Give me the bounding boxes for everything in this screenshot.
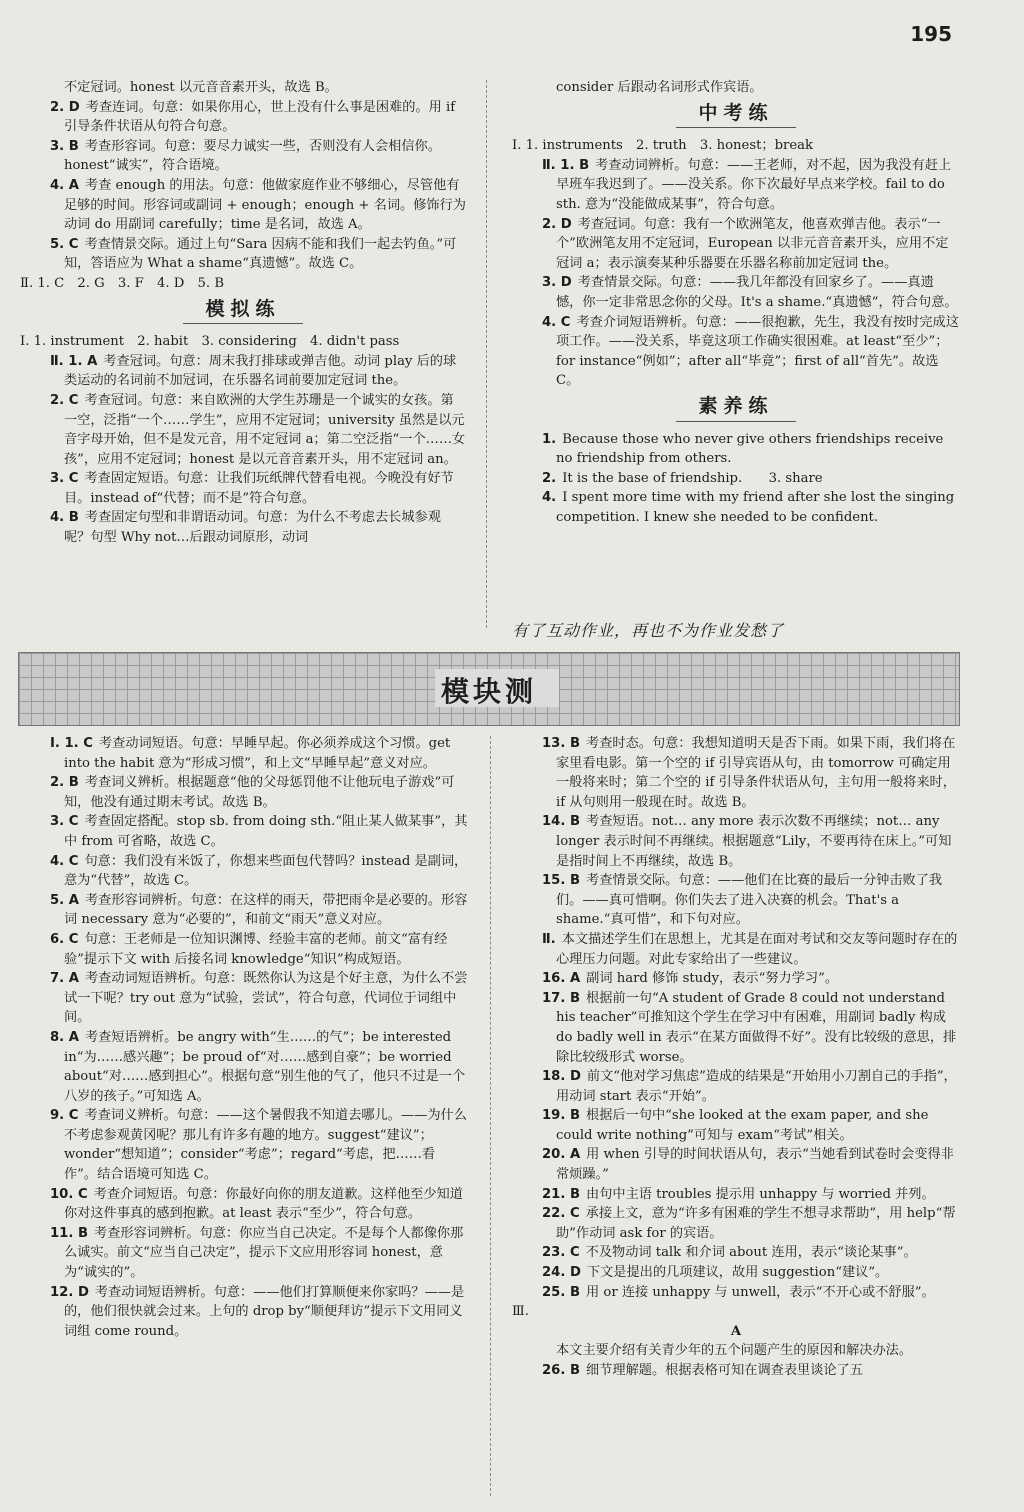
answer-key: 1. <box>542 431 557 447</box>
right-column-bottom <box>512 734 960 1381</box>
answer-item <box>20 1028 468 1106</box>
answer-item <box>512 989 960 1067</box>
answer-item <box>512 156 960 215</box>
answer-text: 考查动词短语辨析。句意：——他们打算顺便来你家吗？——是的，他们很快就会过来。上句的 drop by“顺便拜访”提示下文用同义词组 come round。 <box>64 1284 465 1339</box>
answer-item <box>20 508 466 547</box>
answer-item <box>20 1185 468 1224</box>
answer-item <box>512 734 960 812</box>
answer-key: 11. B <box>50 1225 89 1241</box>
answer-item <box>512 430 960 469</box>
answer-text: 前文“他对学习焦虑”造成的结果是“开始用小刀割自己的手指”，用动词 start 表示“开始”。 <box>556 1069 957 1104</box>
answer-key: 5. A <box>50 892 79 908</box>
answer-item <box>512 1243 960 1263</box>
answer-item <box>512 969 960 989</box>
answer-text: 考查词义辨析。句意：——这个暑假我不知道去哪儿。——为什么不考虑参观黄冈呢？那儿有许多有趣的地方。suggest“建议”；wonder“想知道”；consider“考虑”；regard“考虑，把……看作”。结合语境可知选 C。 <box>64 1108 467 1183</box>
left-column-top <box>20 78 466 548</box>
answer-item <box>20 78 466 98</box>
answer-item <box>512 930 960 969</box>
answer-text: 考查动词短语辨析。句意：既然你认为这是个好主意，为什么不尝试一下呢？try out 意为“试验，尝试”，符合句意，代词位于词组中间。 <box>64 971 468 1026</box>
answer-key: 4. C <box>50 853 79 869</box>
answer-key: 3. C <box>50 471 79 487</box>
answer-text: 考查形容词。句意：要尽力诚实一些，否则没有人会相信你。honest“诚实”，符合语境。 <box>64 138 441 174</box>
answer-key: 26. B <box>542 1363 581 1378</box>
answer-item <box>512 78 960 98</box>
answer-item <box>512 812 960 871</box>
answer-key: 8. A <box>50 1029 79 1045</box>
answer-text: 考查形容词辨析。句意：在这样的雨天，带把雨伞是必要的。形容词 necessary 意为“必要的”，和前文“雨天”意义对应。 <box>64 892 468 928</box>
answer-item <box>512 136 960 156</box>
answer-key: 5. C <box>50 236 79 252</box>
answer-item <box>20 469 466 508</box>
answer-key: 14. B <box>542 814 581 830</box>
answer-text: 考查 enough 的用法。句意：他做家庭作业不够细心，尽管他有足够的时间。形容词或副词 + enough；enough + 名词。修饰行为动词 do 用副词 carefully；time 是名词，故选 A。 <box>64 177 466 233</box>
answer-text: 根据后一句中“she looked at the exam paper, and she could write nothing”可知与 exam“考试”相关。 <box>556 1108 929 1143</box>
answer-item <box>20 1106 468 1184</box>
answer-key: 2. B <box>50 775 79 791</box>
answer-key: Ⅱ. 1. A <box>50 353 98 369</box>
answer-item <box>512 1361 960 1381</box>
column-divider <box>486 80 487 628</box>
answer-text: 考查形容词辨析。句意：你应当自己决定。不是每个人都像你那么诚实。前文“应当自己决定”，提示下文应用形容词 honest，意为“诚实的”。 <box>64 1225 464 1281</box>
answer-text: 考查情景交际。句意：——我几年都没有回家乡了。——真遗憾，你一定非常思念你的父母。It's a shame.“真遗憾”，符合句意。 <box>556 275 958 310</box>
answer-text: 句意：王老师是一位知识渊博、经验丰富的老师。前文“富有经验”提示下文 with 后接名词 knowledge“知识”构成短语。 <box>64 931 448 967</box>
answer-key: 4. A <box>50 177 79 193</box>
answer-text: 考查动词短语。句意：早睡早起。你必须养成这个习惯。get into the habit 意为“形成习惯”，和上文“早睡早起”意义对应。 <box>64 736 451 771</box>
answer-key: 6. C <box>50 931 79 947</box>
answer-text: Ⅰ. 1. instrument 2. habit 3. considering 4. didn't pass <box>20 334 400 350</box>
answer-text: 本文描述学生们在思想上，尤其是在面对考试和交友等问题时存在的心理压力问题。对此专家给出了一些建议。 <box>556 931 958 967</box>
answer-text: consider 后跟动名词形式作宾语。 <box>556 80 763 95</box>
answer-key: 2. D <box>50 99 80 115</box>
module-test-banner <box>18 652 960 726</box>
answer-text: 考查动词辨析。句意：——王老师，对不起，因为我没有赶上早班车我迟到了。——没关系。你下次最好早点来学校。fail to do sth. 意为“没能做成某事”，符合句意。 <box>556 157 952 212</box>
answer-item <box>512 1263 960 1283</box>
answer-item <box>20 734 468 773</box>
answer-key: 4. C <box>542 314 571 330</box>
answer-item <box>512 1341 960 1361</box>
answer-item <box>512 871 960 930</box>
answer-item <box>20 98 466 137</box>
answer-item <box>512 1067 960 1106</box>
answer-item <box>20 391 466 469</box>
answer-key: 7. A <box>50 971 79 987</box>
answer-key: 15. B <box>542 873 581 889</box>
answer-key: 22. C <box>542 1206 580 1222</box>
answer-key: 4. B <box>50 510 79 526</box>
answer-text: 考查介词短语辨析。句意：——很抱歉，先生，我没有按时完成这项工作。——没关系，毕竟这项工作确实很困难。at least“至少”；for instance“例如”；after all“毕竟”；first of all“首先”。故选 C。 <box>556 314 959 389</box>
answer-key: 12. D <box>50 1284 89 1300</box>
answer-key: 3. B <box>50 138 79 154</box>
answer-text: 考查固定短语。句意：让我们玩纸牌代替看电视。今晚没有好节目。instead of“代替；而不是”符合句意。 <box>64 471 454 506</box>
handwritten-note: 有了互动作业，再也不为作业发愁了 <box>512 621 785 640</box>
answer-key: 3. C <box>50 814 79 830</box>
right-column-top <box>512 78 960 527</box>
answer-text: 考查介词短语。句意：你最好向你的朋友道歉。这样他至少知道你对这件事真的感到抱歉。at least 表示“至少”，符合句意。 <box>64 1186 463 1222</box>
answer-item <box>20 352 466 391</box>
answer-key: 23. C <box>542 1245 580 1261</box>
answer-item <box>512 1322 960 1342</box>
answer-text: 根据前一句“A student of Grade 8 could not understand his teacher”可推知这个学生在学习中有困难，用副词 badly 构成 do badly well in 表示“在某方面做得不好”。没有比较级的意思，排除比较级形式 worse。 <box>556 990 957 1065</box>
answer-item <box>512 1204 960 1243</box>
answer-text: Ⅱ. 1. C 2. G 3. F 4. D 5. B <box>20 275 225 291</box>
answer-item <box>20 773 468 812</box>
answer-text: 不定冠词。honest 以元音音素开头，故选 B。 <box>64 80 338 95</box>
answer-item <box>512 1145 960 1184</box>
answer-key: 21. B <box>542 1186 581 1202</box>
answer-text: Ⅰ. 1. instruments 2. truth 3. honest；break <box>512 138 814 154</box>
page-number: 195 <box>910 22 952 46</box>
answer-item <box>20 235 466 274</box>
answer-item <box>512 488 960 527</box>
answer-text: 本文主要介绍有关青少年的五个问题产生的原因和解决办法。 <box>556 1343 913 1359</box>
answer-key: 16. A <box>542 971 581 987</box>
answer-key: 19. B <box>542 1108 581 1124</box>
answer-text: 副词 hard 修饰 study，表示“努力学习”。 <box>586 971 839 987</box>
column-divider-lower <box>490 736 491 1496</box>
section-title-moni: 模拟练 <box>20 300 466 325</box>
answer-text: 由句中主语 troubles 提示用 unhappy 与 worried 并列。 <box>586 1186 935 1202</box>
answer-text: It is the base of friendship. 3. share <box>562 470 823 486</box>
left-column-bottom <box>20 734 468 1341</box>
answer-key: Ⅱ. <box>542 931 556 947</box>
answer-text: 考查短语。not… any more 表示次数不再继续；not… any longer 表示时间不再继续。根据题意“Lily，不要再待在床上。”可知是指时间上不再继续，故选 B。 <box>556 814 952 869</box>
answer-text: 考查连词。句意：如果你用心，世上没有什么事是困难的。用 if 引导条件状语从句符合句意。 <box>64 99 456 135</box>
answer-key: 10. C <box>50 1186 88 1202</box>
answer-text: 考查情景交际。通过上句“Sara 因病不能和我们一起去钓鱼。”可知，答语应为 What a shame“真遗憾”。故选 C。 <box>64 236 457 272</box>
answer-key: 9. C <box>50 1108 79 1124</box>
answer-item <box>512 215 960 274</box>
answer-key: 4. <box>542 490 557 506</box>
answer-key: 3. D <box>542 275 572 291</box>
answer-item <box>512 1185 960 1205</box>
answer-key: Ⅰ. 1. C <box>50 736 93 751</box>
answer-text: 不及物动词 talk 和介词 about 连用，表示“谈论某事”。 <box>585 1245 917 1261</box>
answer-item <box>20 969 468 1028</box>
answer-item <box>20 137 466 176</box>
answer-text: 考查短语辨析。be angry with“生……的气”；be interested in“为……感兴趣”；be proud of“对……感到自豪”；be worried about“对……感到担心”。根据句意“别生他的气了，他只不过是一个八岁的孩子。”可知选 A。 <box>64 1029 466 1104</box>
answer-key: 18. D <box>542 1069 581 1085</box>
answer-text: 考查固定搭配。stop sb. from doing sth.“阻止某人做某事”，其中 from 可省略，故选 C。 <box>64 814 468 849</box>
answer-text: 考查时态。句意：我想知道明天是否下雨。如果下雨，我们将在家里看电影。第一个空的 if 引导宾语从句，由 tomorrow 可确定用一般将来时；第二个空的 if 引导条件状语从句，主句用一般将来时，if 从句则用一般现在时。故选 B。 <box>556 736 956 810</box>
answer-item <box>512 1283 960 1303</box>
section-title-zhongkao: 中考练 <box>512 104 960 129</box>
answer-item <box>20 930 468 969</box>
answer-item <box>512 1302 960 1322</box>
answer-text: A <box>730 1323 742 1339</box>
answer-text: 承接上文，意为“许多有困难的学生不想寻求帮助”，用 help“帮助”作动词 ask for 的宾语。 <box>556 1206 956 1241</box>
answer-text: 考查情景交际。句意：——他们在比赛的最后一分钟击败了我们。——真可惜啊。你们失去了进入决赛的机会。That's a shame.“真可惜”，和下句对应。 <box>556 873 943 928</box>
answer-item <box>20 1224 468 1283</box>
answer-key: 20. A <box>542 1147 581 1163</box>
answer-item <box>20 274 466 294</box>
answer-text: 用 when 引导的时间状语从句，表示“当她看到试卷时会变得非常烦躁。” <box>556 1147 954 1183</box>
answer-text: 考查冠词。句意：来自欧洲的大学生苏珊是一个诚实的女孩。第一空，泛指“一个……学生”，应用不定冠词；university 虽然是以元音字母开始，但不是发元音，用不定冠词 a；第二空泛指“一个……女孩”，应用不定冠词；honest 是以元音音素开头，用不定冠词 an。 <box>64 392 466 467</box>
answer-text: 考查冠词。句意：我有一个欧洲笔友，他喜欢弹吉他。表示“一个”欧洲笔友用不定冠词，European 以非元音音素开头，应用不定冠词 a；表示演奏某种乐器要在乐器名称前加定冠词 the。 <box>556 216 949 271</box>
answer-item <box>20 852 468 891</box>
answer-key: 2. <box>542 470 557 486</box>
answer-text: 考查冠词。句意：周末我打排球或弹吉他。动词 play 后的球类运动的名词前不加冠词，在乐器名词前要加定冠词 the。 <box>64 353 457 389</box>
section-title-suyang: 素养练 <box>512 397 960 422</box>
answer-text: 细节理解题。根据表格可知在调查表里谈论了五 <box>586 1363 863 1378</box>
answer-text: 考查词义辨析。根据题意“他的父母惩罚他不让他玩电子游戏”可知，他没有通过期末考试。故选 B。 <box>64 775 455 810</box>
answer-text: 下文是提出的几项建议，故用 suggestion“建议”。 <box>586 1265 889 1281</box>
answer-item <box>512 1106 960 1145</box>
answer-text: I spent more time with my friend after she lost the singing competition. I knew she needed to be confident. <box>556 490 955 525</box>
answer-key: 13. B <box>542 736 581 751</box>
banner-title: 模块测 <box>440 675 537 708</box>
answer-key: 25. B <box>542 1284 581 1300</box>
answer-key: Ⅱ. 1. B <box>542 157 590 173</box>
answer-key: 2. C <box>50 392 79 408</box>
answer-key: 17. B <box>542 990 581 1006</box>
answer-text: 句意：我们没有米饭了，你想来些面包代替吗？instead 是副词，意为“代替”，故选 C。 <box>64 853 468 889</box>
answer-item <box>20 812 468 851</box>
answer-item <box>20 1283 468 1342</box>
answer-text: Because those who never give others friendships receive no friendship from others. <box>556 431 944 467</box>
answer-item <box>20 176 466 235</box>
answer-item <box>512 313 960 391</box>
answer-key: 2. D <box>542 216 572 232</box>
answer-text: 考查固定句型和非谓语动词。句意：为什么不考虑去长城参观呢？句型 Why not…后跟动词原形，动词 <box>64 510 441 546</box>
answer-item <box>512 469 960 489</box>
answer-item <box>20 891 468 930</box>
answer-item <box>20 332 466 352</box>
answer-text: Ⅲ. <box>512 1304 529 1320</box>
answer-key: 24. D <box>542 1265 581 1281</box>
answer-item <box>512 273 960 312</box>
answer-text: 用 or 连接 unhappy 与 unwell，表示“不开心或不舒服”。 <box>586 1284 935 1300</box>
